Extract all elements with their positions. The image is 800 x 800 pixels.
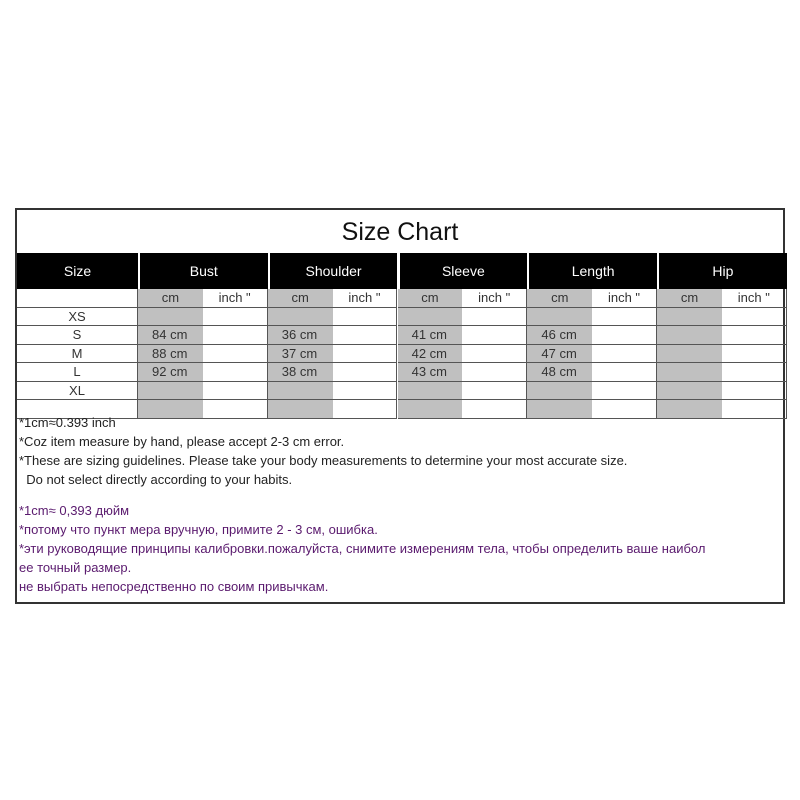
value-cm-bust: 84 cm (138, 326, 203, 345)
units-blank (17, 289, 138, 308)
value-cm-sleeve: 41 cm (398, 326, 463, 345)
value-cm-shoulder (268, 308, 333, 327)
value-cm-length: 48 cm (527, 363, 592, 382)
table-header-row (17, 253, 783, 289)
value-cm-sleeve (398, 382, 463, 401)
value-inch-length (592, 382, 657, 401)
value-cm-bust: 88 cm (138, 345, 203, 364)
unit-cm-hip: cm (657, 289, 722, 308)
value-inch-bust (203, 326, 268, 345)
value-inch-shoulder (333, 363, 398, 382)
value-inch-shoulder (333, 326, 398, 345)
value-inch-length (592, 363, 657, 382)
size-label: XS (17, 308, 138, 327)
note-en-line: Do not select directly according to your habits. (19, 472, 293, 487)
value-inch-bust (203, 363, 268, 382)
value-cm-shoulder: 38 cm (268, 363, 333, 382)
note-ru-line: ее точный размер. (19, 560, 132, 575)
size-label: XL (17, 382, 138, 401)
value-cm-hip (657, 363, 722, 382)
value-inch-hip (722, 345, 787, 364)
unit-inch-bust: inch " (203, 289, 268, 308)
table-row (17, 363, 783, 382)
size-label: S (17, 326, 138, 345)
chart-title: Size Chart (341, 218, 459, 246)
table-row (17, 326, 783, 345)
value-cm-bust (138, 308, 203, 327)
unit-cm-sleeve: cm (398, 289, 463, 308)
unit-cm-bust: cm (138, 289, 203, 308)
value-inch-hip (722, 382, 787, 401)
value-inch-sleeve (462, 345, 527, 364)
note-en-line: *Coz item measure by hand, please accept 2-3 cm error. (19, 434, 345, 449)
unit-cm-shoulder: cm (268, 289, 333, 308)
note-ru-line: *потому что пункт мера вручную, примите 2 - 3 см, ошибка. (19, 522, 378, 537)
value-cm-length: 46 cm (527, 326, 592, 345)
value-cm-sleeve: 43 cm (398, 363, 463, 382)
value-inch-shoulder (333, 308, 398, 327)
size-chart (15, 208, 785, 604)
value-inch-sleeve (462, 382, 527, 401)
table-row (17, 308, 783, 327)
value-inch-hip (722, 326, 787, 345)
units-row (17, 289, 783, 308)
note-ru-line: не выбрать непосредственно по своим привычкам. (19, 579, 329, 594)
header-length: Length (529, 253, 657, 289)
value-inch-sleeve (462, 308, 527, 327)
value-inch-sleeve (462, 363, 527, 382)
value-cm-sleeve: 42 cm (398, 345, 463, 364)
value-inch-hip (722, 308, 787, 327)
value-cm-shoulder: 36 cm (268, 326, 333, 345)
notes (19, 413, 779, 596)
value-inch-shoulder (333, 382, 398, 401)
table-row (17, 345, 783, 364)
size-table (17, 253, 783, 419)
header-size: Size (17, 253, 138, 289)
size-label: M (17, 345, 138, 364)
value-cm-shoulder: 37 cm (268, 345, 333, 364)
header-hip: Hip (659, 253, 787, 289)
unit-inch-length: inch " (592, 289, 657, 308)
header-shoulder: Shoulder (270, 253, 398, 289)
value-cm-hip (657, 308, 722, 327)
value-cm-bust (138, 382, 203, 401)
value-inch-length (592, 308, 657, 327)
value-cm-hip (657, 345, 722, 364)
value-inch-bust (203, 308, 268, 327)
size-label: L (17, 363, 138, 382)
value-cm-shoulder (268, 382, 333, 401)
note-ru-line: *1cm≈ 0,393 дюйм (19, 503, 130, 518)
note-en-line: *These are sizing guidelines. Please take your body measurements to determine your most accurate size. (19, 453, 628, 468)
unit-cm-length: cm (527, 289, 592, 308)
table-row (17, 382, 783, 401)
header-sleeve: Sleeve (400, 253, 528, 289)
value-cm-hip (657, 382, 722, 401)
value-cm-length: 47 cm (527, 345, 592, 364)
note-ru-line: *эти руководящие принципы калибровки.пожалуйста, снимите измерениям тела, чтобы определить ваше наибол (19, 541, 706, 556)
value-inch-length (592, 326, 657, 345)
note-en-line: *1cm≈0.393 inch (19, 415, 116, 430)
value-cm-bust: 92 cm (138, 363, 203, 382)
header-bust: Bust (140, 253, 268, 289)
value-inch-shoulder (333, 345, 398, 364)
value-cm-length (527, 382, 592, 401)
value-inch-sleeve (462, 326, 527, 345)
value-inch-hip (722, 363, 787, 382)
value-cm-sleeve (398, 308, 463, 327)
value-inch-bust (203, 345, 268, 364)
value-inch-bust (203, 382, 268, 401)
unit-inch-shoulder: inch " (333, 289, 398, 308)
notes-spacer (19, 489, 779, 501)
value-inch-length (592, 345, 657, 364)
value-cm-length (527, 308, 592, 327)
value-cm-hip (657, 326, 722, 345)
unit-inch-hip: inch " (722, 289, 787, 308)
unit-inch-sleeve: inch " (462, 289, 527, 308)
